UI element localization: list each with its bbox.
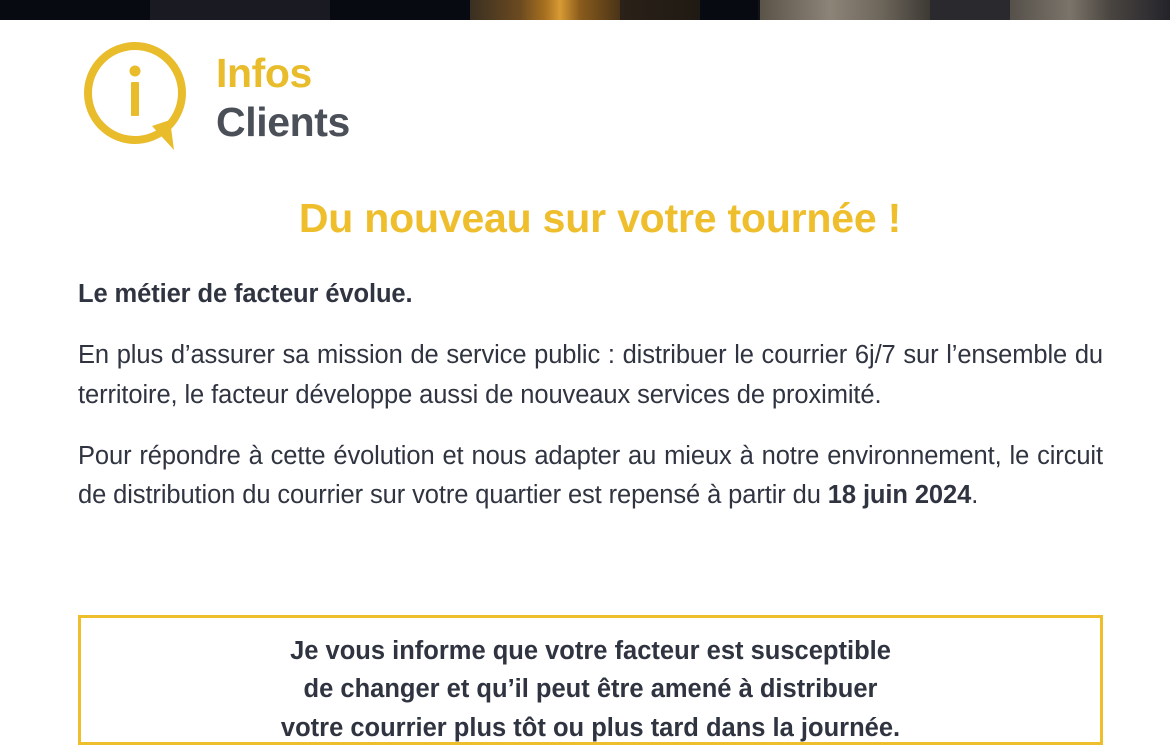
highlighted-callout-box (78, 615, 1103, 745)
photo-dark-block-mid (330, 0, 470, 20)
photo-dark-block-left (0, 0, 150, 20)
infos-clients-header (78, 38, 350, 158)
callout-line-2: de changer et qu’il peut être amené à distribuer (304, 675, 878, 703)
callout-line-3: votre courrier plus tôt ou plus tard dans la journée. (111, 709, 1070, 745)
page-title: Du nouveau sur votre tournée ! (0, 195, 1170, 242)
body-copy (78, 275, 1103, 515)
body-paragraph-2-date: 18 juin 2024 (828, 481, 971, 509)
info-circle-speech-bubble-icon (78, 38, 198, 158)
body-paragraph-2 (78, 437, 1103, 516)
header-line-infos: Infos (216, 53, 350, 94)
body-paragraph-2-text-before: Pour répondre à cette évolution et nous adapter au mieux à notre environnement, le circuit de distribution du courrier sur votre quartier est repensé à partir du (78, 442, 1103, 509)
body-lead: Le métier de facteur évolue. (78, 275, 1103, 314)
body-paragraph-2-text-after: . (971, 481, 978, 509)
top-photo-strip (0, 0, 1170, 20)
body-paragraph-1: En plus d’assurer sa mission de service public : distribuer le courrier 6j/7 sur l’ensemble du territoire, le facteur développe aussi de nouveaux services de proximité. (78, 336, 1103, 415)
callout-line-1: Je vous informe que votre facteur est susceptible (290, 637, 891, 665)
document-page (0, 20, 1170, 725)
callout-text (81, 618, 1100, 745)
photo-dark-block-right (700, 0, 758, 20)
header-wordmark (216, 53, 350, 143)
header-line-clients: Clients (216, 102, 350, 143)
